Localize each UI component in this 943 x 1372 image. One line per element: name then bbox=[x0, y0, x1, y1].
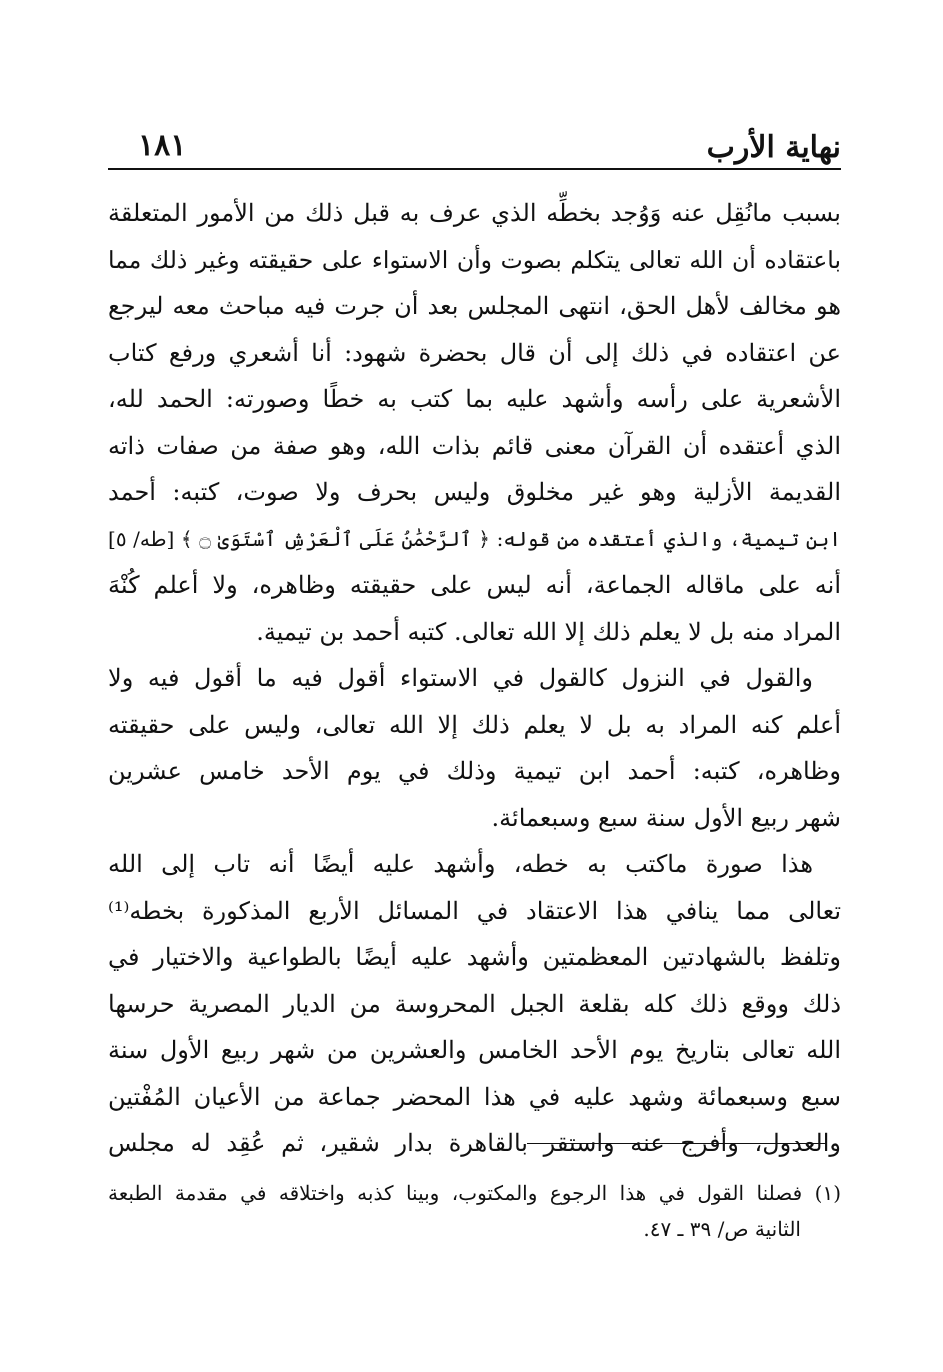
text-line: أنه على ماقاله الجماعة، أنه ليس على حقيقته وظاهره، ولا أعلم كُنْهَ bbox=[108, 571, 841, 599]
text-line: باعتقاده أن الله تعالى يتكلم بصوت وأن الاستواء على حقيقته وغير ذلك مما bbox=[108, 245, 841, 274]
text-line: القديمة الأزلية وهو غير مخلوق وليس بحرف ولا صوت، كتبه: أحمد bbox=[108, 478, 841, 506]
text-line: وتلفظ بالشهادتين المعظمتين وأشهد عليه أيضًا بالطواعية والاختيار في bbox=[108, 943, 841, 971]
page-number: ١٨١ bbox=[138, 128, 187, 163]
footnote-reference-line: تعالى مما ينافي هذا الاعتقاد في المسائل الأربع المذكورة بخطه⁽¹⁾ bbox=[108, 896, 841, 925]
text-line: الأشعرية على رأسه وأشهد عليه بما كتب به خطًا وصورته: الحمد لله، bbox=[108, 385, 841, 413]
text-line: هو مخالف لأهل الحق، انتهى المجلس بعد أن جرت فيه مباحث معه ليرجع bbox=[108, 292, 841, 320]
quran-citation-line: ابن تيمية، والذي أعتقده من قوله: ﴿ ٱلرَّحْمَٰنُ عَلَى ٱلْعَرْشِ ٱسْتَوَىٰ ۝ ﴾ [طه/ ٥] bbox=[108, 526, 841, 551]
footnote bbox=[108, 1175, 841, 1247]
text-line: أعلم كنه المراد به بل لا يعلم ذلك إلا الله تعالى، وليس على حقيقته bbox=[108, 710, 841, 739]
paragraph-start-line: والقول في النزول كالقول في الاستواء أقول فيه ما أقول فيه ولا bbox=[108, 664, 813, 692]
main-text bbox=[108, 190, 841, 1167]
text-line: الذي أعتقده أن القرآن معنى قائم بذات الله، وهو صفة من صفات ذاته bbox=[108, 431, 841, 460]
footnote-line: الثانية ص/ ٣٩ ـ ٤٧. bbox=[643, 1217, 801, 1241]
page-header bbox=[108, 120, 841, 168]
header-rule bbox=[108, 168, 841, 170]
text-line: عن اعتقاده في ذلك إلى أن قال بحضرة شهود: أنا أشعري ورفع كتاب bbox=[108, 338, 841, 367]
text-line: ذلك ووقع ذلك كله بقلعة الجبل المحروسة من الديار المصرية حرسها bbox=[108, 989, 841, 1018]
footnote-line: (١) فصلنا القول في هذا الرجوع والمكتوب، وبينا كذبه واختلاقه في مقدمة الطبعة bbox=[108, 1181, 841, 1205]
text-line: شهر ربيع الأول سنة سبع وسبعمائة. bbox=[491, 803, 841, 832]
text-line: والعدول، وأفرج عنه واستقر بالقاهرة بدار شقير، ثم عُقِد له مجلس bbox=[108, 1129, 841, 1157]
running-title: نهاية الأرب bbox=[706, 130, 841, 165]
text-line: سبع وسبعمائة وشهد عليه في هذا المحضر جماعة من الأعيان المُفْتين bbox=[108, 1082, 841, 1111]
text-line: بسبب مانُقِل عنه وَوُجد بخطِّه الذي عرف به قبل ذلك من الأمور المتعلقة bbox=[108, 199, 841, 227]
footnote-rule bbox=[527, 1143, 827, 1144]
text-line: وظاهره، كتبه: أحمد ابن تيمية وذلك في يوم الأحد خامس عشرين bbox=[108, 757, 841, 785]
paragraph-start-line: هذا صورة ماكتب به خطه، وأشهد عليه أيضًا أنه تاب إلى الله bbox=[108, 850, 813, 878]
text-line: المراد منه بل لا يعلم ذلك إلا الله تعالى. كتبه أحمد بن تيمية. bbox=[256, 617, 841, 646]
text-line: الله تعالى بتاريخ يوم الأحد الخامس والعشرين من شهر ربيع الأول سنة bbox=[108, 1036, 841, 1064]
